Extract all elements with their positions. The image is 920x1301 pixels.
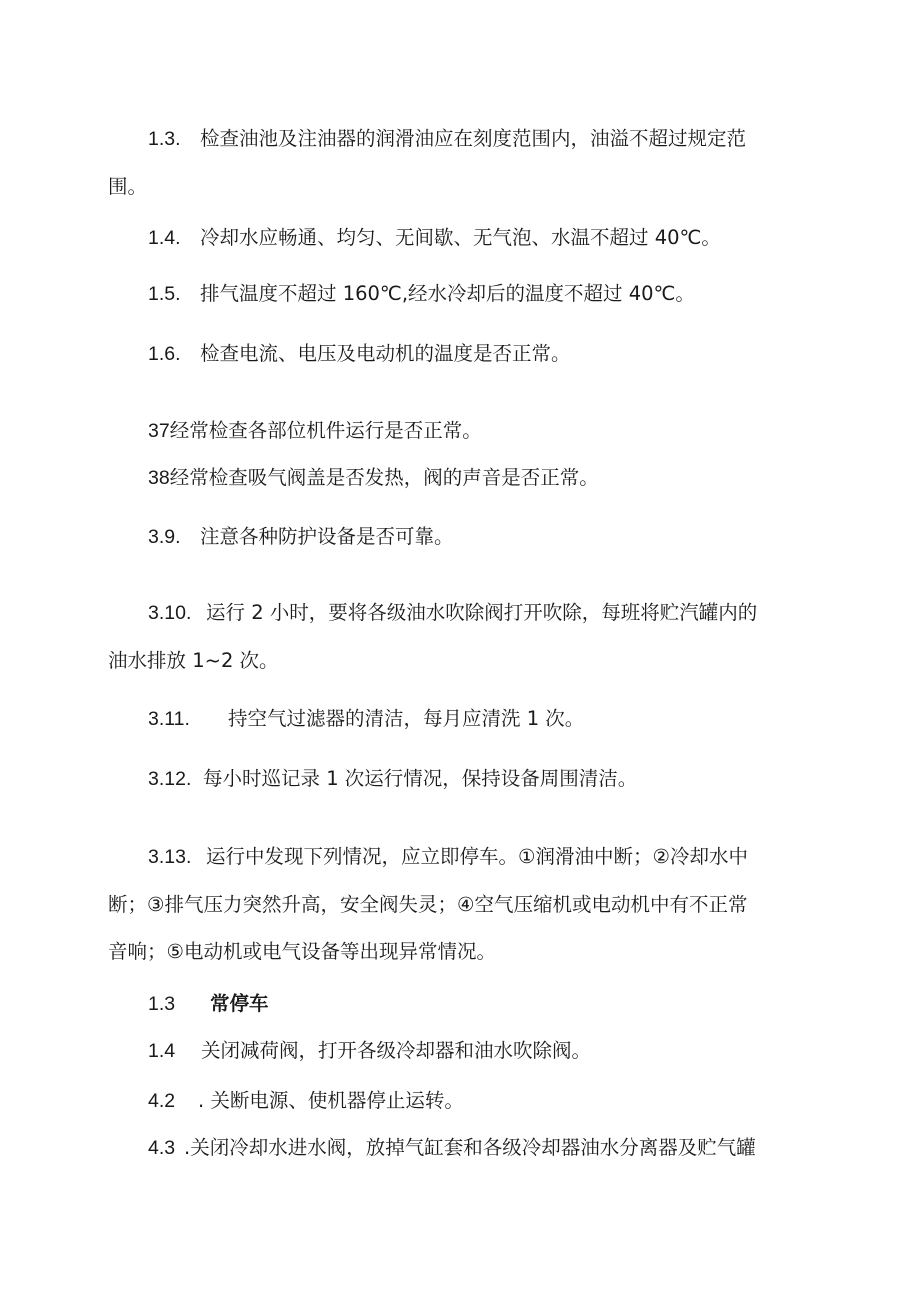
item-number: 4.3 (148, 1137, 176, 1159)
item-text: 关闭减荷阀，打开各级冷却器和油水吹除阀。 (201, 1039, 592, 1062)
item-3-12 (148, 767, 637, 791)
item-3-10-continuation (108, 649, 279, 673)
item-text: .关闭冷却水进水阀，放掉气缸套和各级冷却器油水分离器及贮气罐 (184, 1136, 756, 1159)
item-1-3 (148, 127, 746, 151)
item-3-13-continuation-2 (108, 940, 496, 964)
item-text: 运行 2 小时，要将各级油水吹除阀打开吹除，每班将贮汽罐内的 (206, 601, 758, 624)
item-3-10 (148, 601, 757, 625)
item-text: 检查电流、电压及电动机的温度是否正常。 (200, 342, 571, 365)
item-text: 经常检查吸气阀盖是否发热，阀的声音是否正常。 (169, 466, 599, 489)
item-number: 1.6. (148, 343, 181, 365)
item-number: 1.5. (148, 283, 181, 305)
item-text: 检查油池及注油器的润滑油应在刻度范围内，油溢不超过规定范 (200, 127, 747, 150)
item-38 (148, 466, 599, 490)
item-text: . 关断电源、使机器停止运转。 (198, 1089, 464, 1112)
item-number: 1.3. (148, 128, 181, 150)
item-text: 油水排放 1~2 次。 (108, 649, 279, 672)
section-title: 常停车 (210, 992, 269, 1015)
item-text: 音响；⑤电动机或电气设备等出现异常情况。 (108, 940, 496, 963)
item-number: 3.12. (148, 768, 192, 790)
item-4-2 (148, 1089, 464, 1113)
item-1-6 (148, 342, 571, 366)
item-4-3 (148, 1136, 756, 1160)
item-number: 3.10. (148, 602, 192, 624)
section-heading (148, 992, 269, 1016)
item-1-5 (148, 282, 695, 306)
item-3-13 (148, 845, 748, 869)
item-text: 经常检查各部位机件运行是否正常。 (169, 419, 482, 442)
item-37 (148, 419, 482, 443)
item-3-11 (148, 707, 584, 731)
item-1-4 (148, 226, 721, 250)
item-text: 注意各种防护设备是否可靠。 (200, 525, 454, 548)
item-text: 排气温度不超过 160℃,经水冷却后的温度不超过 40℃。 (200, 282, 695, 305)
item-text: 围。 (108, 175, 148, 198)
item-1-3-continuation (108, 175, 147, 199)
item-number: 3.11. (148, 708, 190, 730)
item-text: 运行中发现下列情况，应立即停车。①润滑油中断；②冷却水中 (206, 845, 748, 868)
item-number: 1.4 (148, 1040, 176, 1062)
item-text: 断；③排气压力突然升高，安全阀失灵；④空气压缩机或电动机中有不正常 (108, 893, 748, 916)
item-number: 3.9. (148, 526, 181, 548)
item-3-9 (148, 525, 454, 549)
section-number: 1.3 (148, 993, 176, 1015)
item-number: 4.2 (148, 1090, 176, 1112)
item-3-13-continuation-1 (108, 893, 747, 917)
item-number: 1.4. (148, 227, 181, 249)
item-text: 每小时巡记录 1 次运行情况，保持设备周围清洁。 (203, 767, 638, 790)
item-number: 3.13. (148, 846, 192, 868)
item-number: 38 (148, 467, 170, 489)
item-text: 冷却水应畅通、均匀、无间歇、无气泡、水温不超过 40℃。 (200, 226, 721, 249)
item-number: 37 (148, 420, 170, 442)
item-1-4-b (148, 1039, 591, 1063)
item-text: 持空气过滤器的清洁，每月应清洗 1 次。 (228, 707, 585, 730)
